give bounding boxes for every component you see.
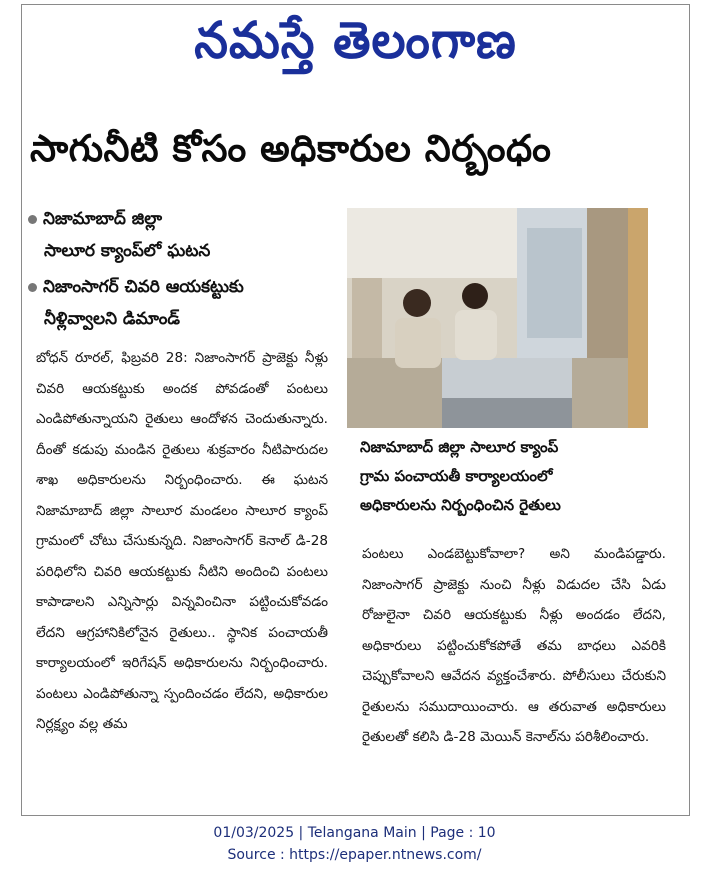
article-body-column-2: పంటలు ఎండబెట్టుకోవాలా? అని మండిపడ్డారు. నిజాంసాగర్ ప్రాజెక్టు నుంచి నీళ్లు విడుదల చేసి ఏడు రోజులైనా చివరి ఆయకట్టుకు నీళ్లు అందడం లేదని, అధికారులు పట్టించుకోకపోతే తమ బాధలు ఎవరికి చెప్పుకోవాలని ఆవేదన వ్యక్తంచేశారు. పోలీసులు చేరుకుని రైతులను సముదాయించారు. ఆ తరువాత అధికారులు రైతులతో కలిసి డి-28 మెయిన్ కెనాల్‌ను పరిశీలించారు. [362, 546, 666, 745]
article-headline: సాగునీటి కోసం అధికారుల నిర్బంధం [30, 127, 552, 170]
article-body-column-1: బోధన్ రూరల్, ఫిబ్రవరి 28: నిజాంసాగర్ ప్రాజెక్టు నీళ్లు చివరి ఆయకట్టుకు అందక పోవడంతో పంటలు ఎండిపోతున్నాయని రైతులు ఆందోళన చెందుతున్నారు. దీంతో కడుపు మండిన రైతులు శుక్రవారం నీటిపారుదల శాఖ అధికారులను నిర్బంధించారు. ఈ ఘటన నిజామాబాద్ జిల్లా సాలూర మండలం సాలూర క్యాంప్ గ్రామంలో చోటు చేసుకున్నది. నిజాంసాగర్ కెనాల్ డి-28 పరిధిలోని చివరి ఆయకట్టుకు నీటిని అందించి పంటలు కాపాడాలని ఎన్నిసార్లు విన్నవించినా పట్టించుకోవడం లేదని ఆగ్రహానికిలోనైన రైతులు.. స్థానిక పంచాయతీ కార్యాలయంలో ఇరిగేషన్ అధికారులను నిర్బంధించారు. పంటలు ఎండిపోతున్నా స్పందించడం లేదని, అధికారుల నిర్లక్ష్యం వల్ల తమ [36, 350, 328, 732]
bullet-dot-icon [28, 283, 37, 292]
bullet-2-line-1: నిజాంసాగర్ చివరి ఆయకట్టుకు [28, 277, 244, 301]
caption-line-3: అధికారులను నిర్బంధించిన రైతులు [360, 496, 561, 514]
bullet-1-line-2: సాలూర క్యాంప్‌లో ఘటన [44, 241, 211, 261]
caption-line-1: నిజామాబాద్ జిల్లా సాలూర క్యాంప్ [360, 438, 559, 456]
bullet-2-line-2: నీళ్లివ్వాలని డిమాండ్ [44, 309, 180, 329]
caption-line-2: గ్రామ పంచాయతీ కార్యాలయంలో [360, 467, 553, 485]
masthead: నమస్తే తెలంగాణ [194, 11, 517, 71]
footer-date-page: 01/03/2025 | Telangana Main | Page : 10 [213, 825, 496, 841]
newspaper-clipping [21, 4, 690, 816]
photo-caption [360, 433, 660, 520]
photo-strip [628, 208, 648, 428]
photo-illustration [347, 208, 633, 428]
bullet-1-line-1: నిజామాబాద్ జిల్లా [28, 209, 162, 233]
footer-source-link[interactable]: Source : https://epaper.ntnews.com/ [227, 847, 482, 863]
news-photo [347, 208, 633, 428]
bullet-dot-icon [28, 215, 37, 224]
source-footer [0, 822, 709, 866]
